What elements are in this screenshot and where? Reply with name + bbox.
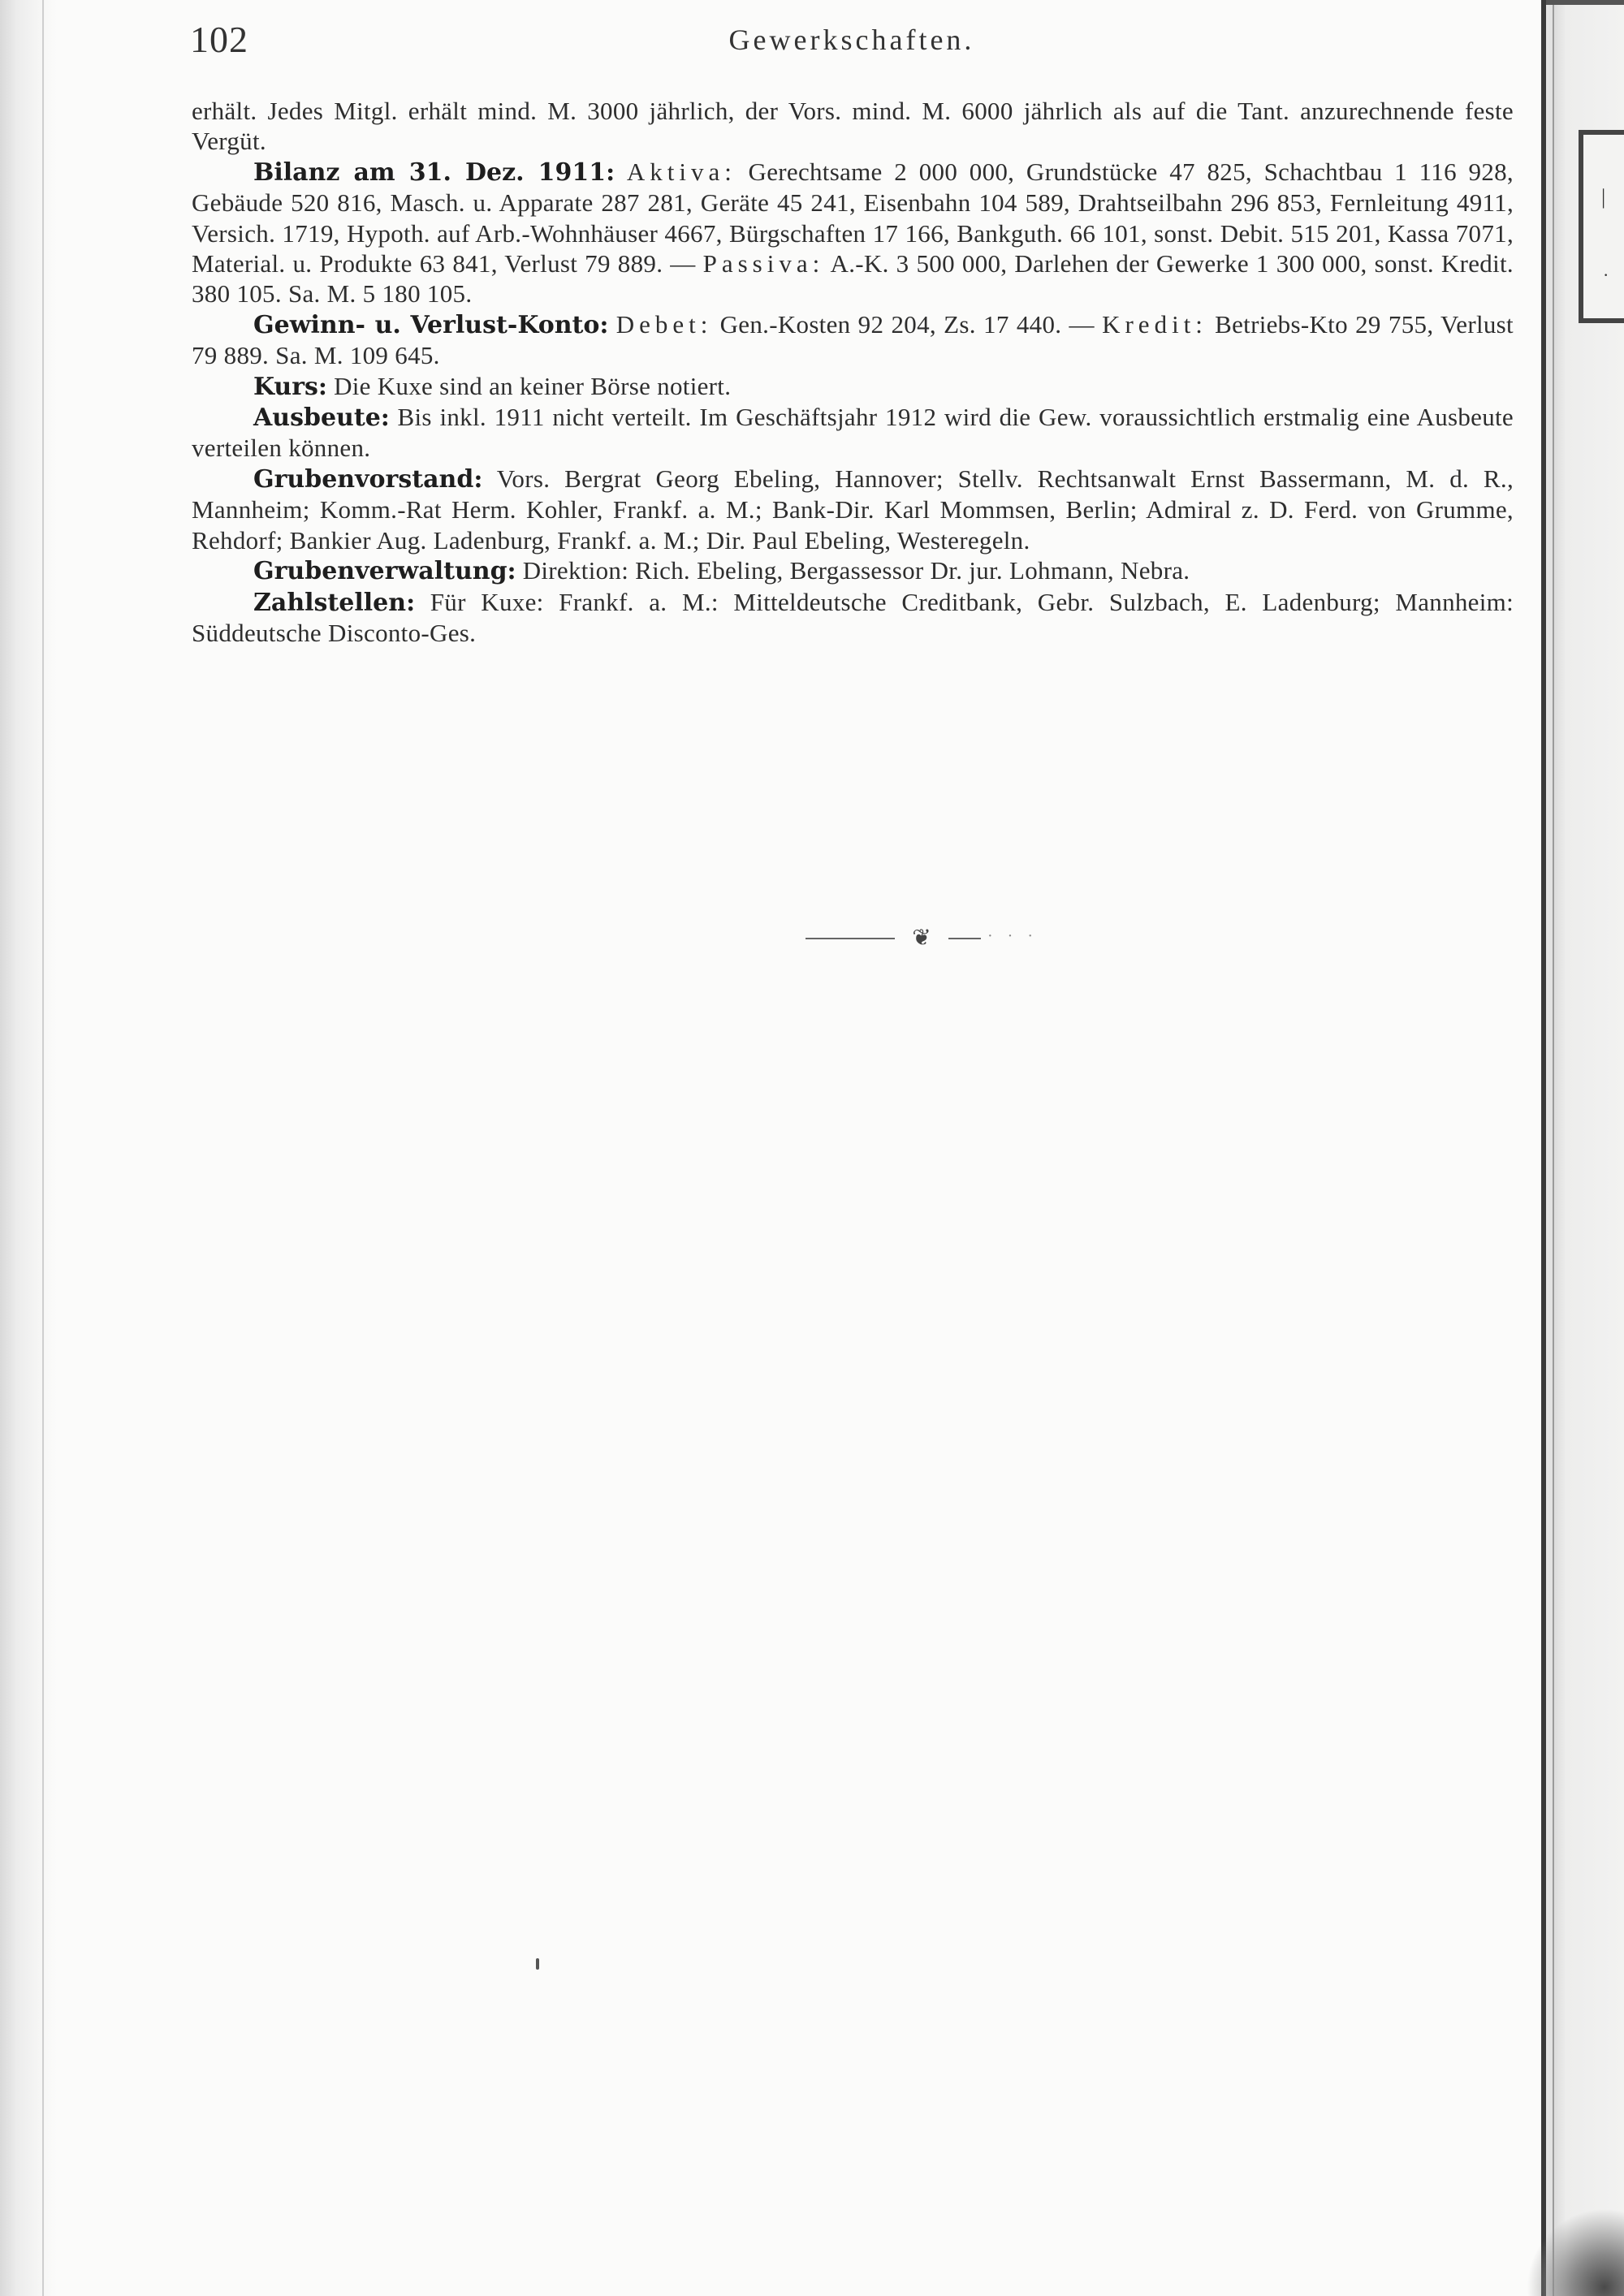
paragraph-zahlstellen (192, 587, 1514, 649)
section-end-ornament (796, 922, 1072, 955)
kredit-text: Betriebs-Kto 29 755, Verlust 79 889. Sa. M. 109 645. (192, 309, 1514, 370)
paragraph-grubenverwaltung (192, 555, 1514, 586)
bilanz-label: Bilanz am 31. Dez. 1911: (253, 158, 615, 187)
passiva-text: A.-K. 3 500 000, Darlehen der Gewerke 1 300 000, sonst. Kredit. 380 105. Sa. M. 5 180 105. (192, 249, 1514, 309)
zahlstellen-text: Für Kuxe: Frankf. a. M.: Mitteldeutsche Creditbank, Gebr. Sulzbach, E. Ladenburg; Mannheim: Süddeutsche Disconto-Ges. (192, 587, 1514, 647)
ornament-dots: ··· (987, 927, 1047, 945)
kurs-text: Die Kuxe sind an keiner Börse notiert. (334, 371, 732, 400)
paragraph-intro: erhält. Jedes Mitgl. erhält mind. M. 3000 jährlich, der Vors. mind. M. 6000 jährlich als auf die Tant. anzurechnende feste Vergüt. (192, 97, 1514, 156)
page-corner-shadow (1527, 2208, 1624, 2296)
ornament-rule-right (948, 938, 981, 939)
passiva-label: Passiva: (702, 249, 825, 278)
running-title: Gewerkschaften. (728, 24, 975, 56)
grubenverwaltung-label: Grubenverwaltung: (253, 557, 516, 586)
next-page-frame (1579, 130, 1624, 323)
zahlstellen-label: Zahlstellen: (253, 588, 416, 617)
paragraph-grubenvorstand (192, 464, 1514, 555)
aktiva-text: Gerechtsame 2 000 000, Grundstücke 47 825, Schachtbau 1 116 928, Gebäude 520 816, Masch. u. Apparate 287 281, Geräte 45 241, Eisenbahn 104 589, Drahtseilbahn 296 853, Fernleitung 4911, Versich. 1719, Hypoth. auf Arb.-Wohnhäuser 4667, Bürgschaften 17 166, Bankguth. 66 101, sonst. Debit. 515 201, Kassa 7071, Material. u. Produkte 63 841, Verlust 79 889. — (192, 157, 1514, 278)
kredit-label: Kredit: (1102, 309, 1207, 339)
ornament-fleuron-icon: ❦ (912, 926, 931, 951)
next-page-mark: | (1601, 185, 1606, 209)
ausbeute-text: Bis inkl. 1911 nicht verteilt. Im Geschäftsjahr 1912 wird die Gew. voraussichtlich erstmalig eine Ausbeute verteilen können. (192, 403, 1514, 463)
debet-text: Gen.-Kosten 92 204, Zs. 17 440. — (719, 309, 1095, 339)
paragraph-guv (192, 309, 1514, 371)
aktiva-label: Aktiva: (626, 157, 736, 186)
paragraph-kurs (192, 371, 1514, 402)
grubenvorstand-text: Vors. Bergrat Georg Ebeling, Hannover; Stellv. Rechtsanwalt Ernst Bassermann, M. d. R., Mannheim; Komm.-Rat Herm. Kohler, Frankf. a. M.; Bank-Dir. Karl Mommsen, Berlin; Admiral z. D. Ferd. von Grumme, Rehdorf; Bankier Aug. Ladenburg, Frankf. a. M.; Dir. Paul Ebeling, Westeregeln. (192, 464, 1514, 555)
page-top-border (1546, 0, 1624, 5)
debet-label: Debet: (615, 309, 713, 339)
body-text (192, 96, 1514, 648)
ink-speck (536, 1958, 539, 1970)
ausbeute-label: Ausbeute: (253, 404, 390, 433)
kurs-label: Kurs: (253, 372, 327, 401)
binding-shadow (0, 0, 57, 2296)
running-head (190, 18, 1514, 67)
grubenvorstand-label: Grubenvorstand: (253, 464, 483, 494)
page-border (1541, 0, 1546, 2296)
paragraph-bilanz (192, 157, 1514, 309)
next-page-dot: · (1603, 265, 1609, 285)
grubenverwaltung-text: Direktion: Rich. Ebeling, Bergassessor Dr. jur. Lohmann, Nebra. (522, 556, 1190, 585)
binding-line (42, 0, 44, 2296)
page-number: 102 (190, 19, 248, 60)
ornament-rule-left (806, 938, 895, 939)
guv-label: Gewinn- u. Verlust-Konto: (253, 310, 609, 339)
paragraph-ausbeute (192, 402, 1514, 464)
page-border-inner (1553, 0, 1554, 2296)
